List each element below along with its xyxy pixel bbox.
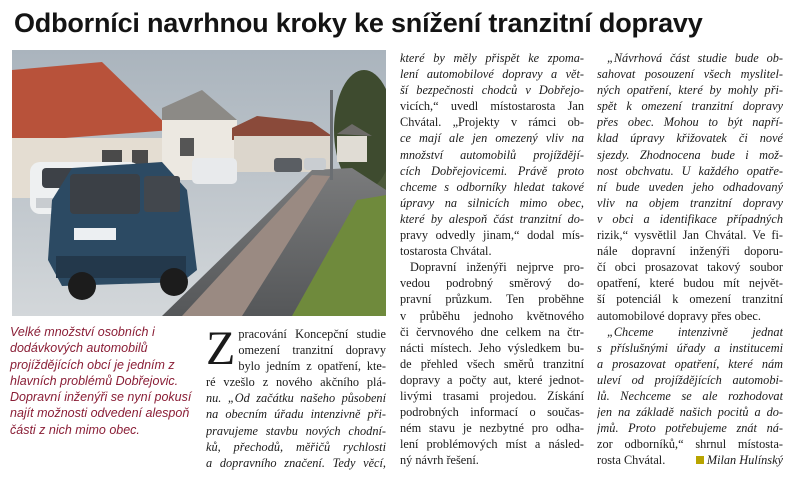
photo-caption: Velké množství osobních i dodávkových automobilů projíždějících obcí je jedním z hlavních problémů Dobřejovic. Dopravní inženýři se nyní pokusí najít možnosti odvedení alespoň části z nich mimo obec. xyxy=(10,325,192,437)
text-line: „Návrhová část studie bude ob- xyxy=(607,51,783,65)
text-line: ší bezpečnosti chodců v Dobřejo- xyxy=(400,83,584,98)
text-line: ný návrh řešení. xyxy=(400,453,479,468)
text-line: či červnového dne celkem na čtr- xyxy=(400,324,584,339)
article-headline: Odborníci navrhnou kroky ke snížení tranzitní dopravy xyxy=(14,8,703,38)
text-line xyxy=(597,452,783,468)
author-name: Milan Hulínský xyxy=(706,453,783,468)
text-line: lení automobilové dopravy a vět- xyxy=(400,67,584,82)
text-line: a prosazovat opatření, které nám xyxy=(597,356,783,371)
text-line: lení problémových míst a násled- xyxy=(400,437,584,452)
text-line: chceme s odborníky hledat takové xyxy=(400,179,584,194)
article-column-2 xyxy=(400,50,584,468)
text-line: klad úpravy křižovatek či nové xyxy=(597,131,783,146)
drop-cap: Z xyxy=(206,322,236,375)
text-line: zor odborníků,“ shrnul místosta- xyxy=(597,437,783,452)
article-photo xyxy=(12,50,386,316)
text-line: „Chceme intenzivně jednat xyxy=(607,324,783,339)
text-line: ků, přechodů, měřičů rychlosti xyxy=(206,439,386,454)
text-line: Dopravní inženýři nejprve pro- xyxy=(410,260,584,275)
text-line: podrobných informací o součas- xyxy=(400,405,584,420)
signature-square-icon xyxy=(696,456,704,464)
text-line: ce mají ale jen omezený vliv na xyxy=(400,131,584,146)
text-line: nácti místech. Jeho výsledkem bu- xyxy=(400,340,584,355)
street-photo-illustration xyxy=(12,50,386,316)
text-line: a dopravního značení. Tedy věcí, xyxy=(206,455,386,470)
byline xyxy=(692,452,783,468)
text-line-end: rosta Chvátal. xyxy=(597,453,666,468)
text-line: v průběhu jednoho květnového xyxy=(400,308,584,323)
text-line: omezení tranzitní dopravy xyxy=(238,343,386,358)
text-line: úpravy na silnicích mimo obec, xyxy=(400,195,584,210)
text-line: dopravy a počty aut, které jednot- xyxy=(400,372,584,387)
text-line: s příslušnými úřady a institucemi xyxy=(597,340,783,355)
text-line: uleví od projíždějících automobi- xyxy=(597,372,783,387)
text-line: které by alespoň část tranzitní do- xyxy=(400,211,584,226)
text-line: pravy odvedly jinam,“ dodal mís- xyxy=(400,228,584,243)
text-line: de přehled všech směrů tranzitní xyxy=(400,356,584,371)
text-line: rizik,“ vysvětlil Jan Chvátal. Ve fi- xyxy=(597,228,783,243)
text-line: bylo jedním z opatření, kte- xyxy=(238,359,386,374)
text-line: jmů. Proto potřebujeme znát ná- xyxy=(597,421,783,436)
text-line: ní bude uveden jeho odhadovaný xyxy=(597,179,783,194)
text-line: nu. „Od začátku našeho působení xyxy=(206,391,386,406)
text-line: lů. Nechceme se ale rozhodovat xyxy=(597,388,783,403)
text-line: spět k omezení tranzitní dopravy xyxy=(597,99,783,114)
text-line: ných opatření, které by mohly při- xyxy=(597,83,783,98)
text-line: pravní průzkum. Ten proběhne xyxy=(400,292,584,307)
text-line: automobilové dopravy přes obec. xyxy=(597,308,761,323)
text-line: ném stavu je nezbytné pro odha- xyxy=(400,421,584,436)
text-line: tostarosta Chvátal. xyxy=(400,244,492,259)
text-line: nále dopravní inženýři doporu- xyxy=(597,244,783,259)
article-column-1 xyxy=(206,322,386,471)
text-line: sahovat posouzení všech myslitel- xyxy=(597,67,783,82)
text-line: ré vzešlo z nového akčního plá- xyxy=(206,375,386,390)
text-line: jen na základě našich pocitů a do- xyxy=(597,405,783,420)
text-line: přes obec. Mohou to být napří- xyxy=(597,115,783,130)
text-line: nost obchvatu. U každého opatře- xyxy=(597,163,783,178)
text-line: opatření, které budou mít největ- xyxy=(597,276,783,291)
text-line: sjezdy. Zhodnocena bude i mož- xyxy=(597,147,783,162)
text-line: pravujeme stavbu nových chodní- xyxy=(206,423,386,438)
text-line: které by měly přispět ke zpoma- xyxy=(400,51,584,65)
text-line: množství automobilů projíždějí- xyxy=(400,147,584,162)
article-column-3 xyxy=(597,50,783,468)
text-line: Chvátal. „Projekty v rámci ob- xyxy=(400,115,584,130)
text-line: v obci a identifikace případných xyxy=(597,211,783,226)
text-line: vedou podrobný směrový do- xyxy=(400,276,584,291)
text-line: pracování Koncepční studie xyxy=(238,327,386,341)
text-line: cích Dobřejovicemi. Právě proto xyxy=(400,163,584,178)
text-line: čí obci prosazovat takový soubor xyxy=(597,260,783,275)
text-line: na obecním úřadu intenzivně při- xyxy=(206,407,386,422)
text-line: vliv na objem tranzitní dopravy xyxy=(597,195,783,210)
text-line: livými trasami projedou. Získání xyxy=(400,388,584,403)
text-line: vicích,“ uvedl místostarosta Jan xyxy=(400,99,584,114)
text-line: ší potenciál k omezení tranzitní xyxy=(597,292,783,307)
